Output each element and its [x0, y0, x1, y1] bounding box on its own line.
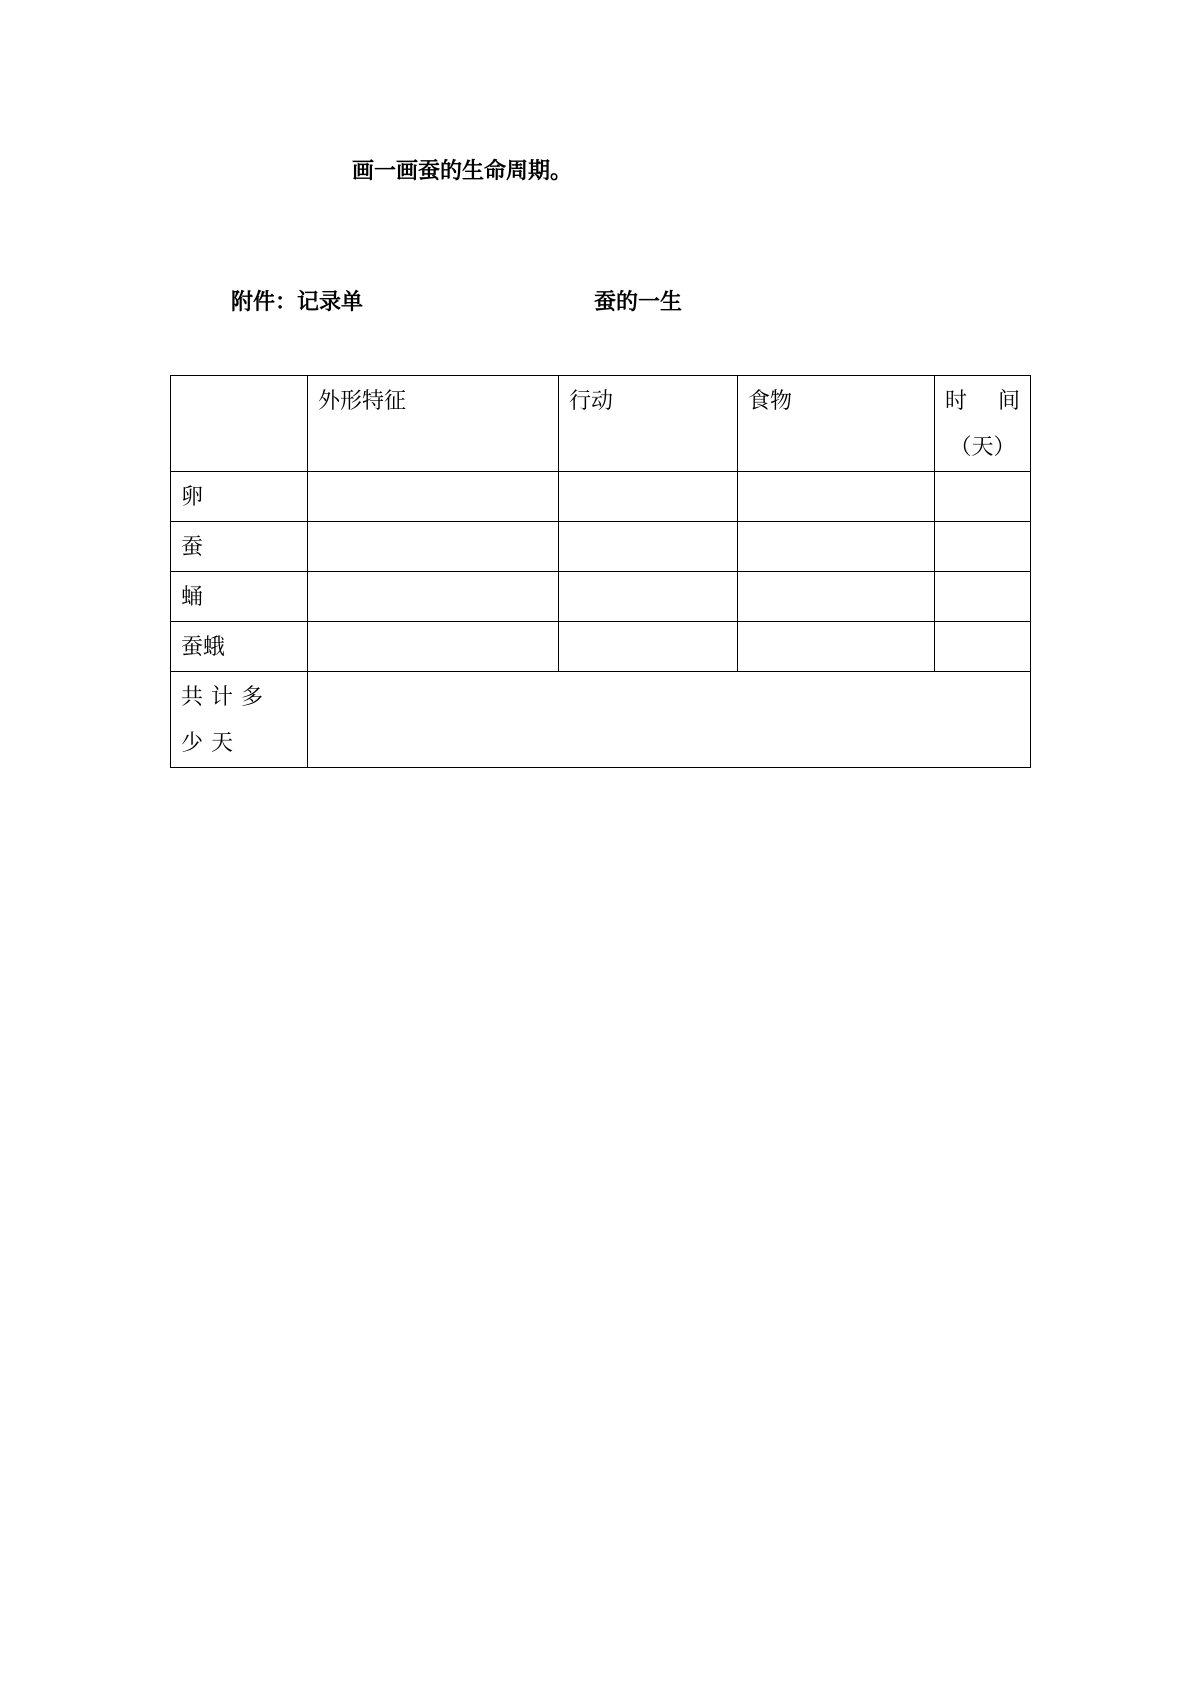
stage-label: 蚕蛾	[171, 622, 308, 672]
header-appearance: 外形特征	[308, 376, 559, 472]
time-cell[interactable]	[935, 572, 1031, 622]
action-cell[interactable]	[559, 472, 738, 522]
appearance-cell[interactable]	[308, 522, 559, 572]
header-action: 行动	[559, 376, 738, 472]
appearance-cell[interactable]	[308, 622, 559, 672]
time-cell[interactable]	[935, 522, 1031, 572]
table-row	[171, 522, 1031, 572]
action-cell[interactable]	[559, 622, 738, 672]
header-time-label	[945, 379, 1020, 425]
food-cell[interactable]	[738, 472, 935, 522]
total-days-label: 共计多少天	[171, 672, 308, 768]
header-time	[935, 376, 1031, 472]
table-row	[171, 572, 1031, 622]
header-time-unit: （天）	[949, 435, 1016, 460]
stage-label: 蚕	[171, 522, 308, 572]
table-header-row	[171, 376, 1031, 472]
stage-label: 卵	[171, 472, 308, 522]
stage-label: 蛹	[171, 572, 308, 622]
record-title: 蚕的一生	[594, 290, 683, 315]
food-cell[interactable]	[738, 522, 935, 572]
table-row	[171, 472, 1031, 522]
action-cell[interactable]	[559, 522, 738, 572]
appearance-cell[interactable]	[308, 572, 559, 622]
time-cell[interactable]	[935, 472, 1031, 522]
table-row	[171, 622, 1031, 672]
header-time-char2: 间	[997, 389, 1020, 414]
header-time-char1: 时	[945, 389, 968, 414]
attachment-label: 附件：记录单	[231, 290, 364, 315]
record-table	[170, 375, 1031, 768]
time-cell[interactable]	[935, 622, 1031, 672]
header-blank-cell	[171, 376, 308, 472]
total-row	[171, 672, 1031, 768]
action-cell[interactable]	[559, 572, 738, 622]
food-cell[interactable]	[738, 572, 935, 622]
instruction-heading: 画一画蚕的生命周期。	[352, 159, 573, 184]
header-food: 食物	[738, 376, 935, 472]
total-days-cell[interactable]	[308, 672, 1031, 768]
appearance-cell[interactable]	[308, 472, 559, 522]
food-cell[interactable]	[738, 622, 935, 672]
